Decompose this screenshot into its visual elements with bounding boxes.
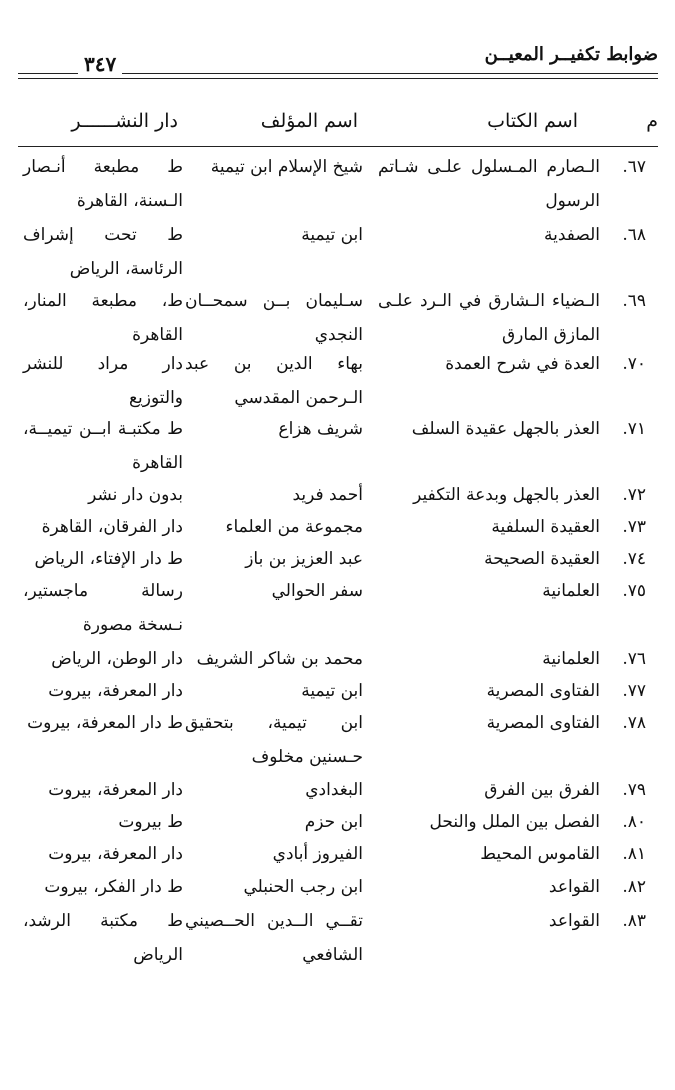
table-row xyxy=(18,773,658,805)
table-row xyxy=(18,870,658,904)
book-title: العلمانية xyxy=(542,581,600,601)
author-name: شريف هزاع xyxy=(278,419,363,439)
header-rule-stub xyxy=(18,73,78,79)
publisher: ط مكتبة الرشد، الرياض xyxy=(23,911,183,965)
author-name: الفيروز أبادي xyxy=(272,844,363,864)
column-header-author: اسم المؤلف xyxy=(260,110,358,132)
table-row xyxy=(18,412,658,478)
table-row xyxy=(18,574,658,642)
table-row xyxy=(18,837,658,870)
book-title: القواعد xyxy=(548,911,600,931)
author-name: بهاء الدين بن عبد الـرحمن المقدسي xyxy=(185,354,363,408)
row-number: ٧٢. xyxy=(622,485,646,505)
publisher: بدون دار نشر xyxy=(88,485,183,505)
publisher: دار الفرقان، القاهرة xyxy=(41,517,183,537)
publisher: دار المعرفة، بيروت xyxy=(48,681,183,701)
row-number: ٨٠. xyxy=(622,812,646,832)
author-name: ابن حزم xyxy=(304,812,363,832)
row-number: ٧٧. xyxy=(622,681,646,701)
publisher: ط بيروت xyxy=(118,812,183,832)
author-name: أحمد فريد xyxy=(292,485,363,505)
row-number: ٧٣. xyxy=(622,517,646,537)
publisher: دار الوطن، الرياض xyxy=(51,649,183,669)
book-title: الفتاوى المصرية xyxy=(486,681,600,701)
column-header-number: م xyxy=(646,110,658,132)
publisher: دار مراد للنشر والتوزيع xyxy=(23,354,183,408)
table-row xyxy=(18,284,658,347)
book-title: العقيدة السلفية xyxy=(491,517,600,537)
author-name: البغدادي xyxy=(305,780,363,800)
table-row xyxy=(18,218,658,284)
book-title: الفتاوى المصرية xyxy=(486,713,600,733)
running-title: ضوابط تكفيــر المعيــن xyxy=(484,44,658,65)
publisher: رسالة ماجستير، نـسخة مصورة xyxy=(23,581,183,635)
table-row xyxy=(18,706,658,773)
author-name: شيخ الإسلام ابن تيمية xyxy=(210,157,363,177)
author-name: عبد العزيز بن باز xyxy=(245,549,363,569)
column-header-publisher: دار النشــــــر xyxy=(71,110,178,132)
table-row xyxy=(18,642,658,674)
book-title: الفرق بين الفرق xyxy=(484,780,600,800)
author-name: مجموعة من العلماء xyxy=(225,517,363,537)
row-number: ٦٧. xyxy=(622,157,646,177)
row-number: ٧١. xyxy=(622,419,646,439)
table-row xyxy=(18,542,658,574)
publisher: ط تحت إشراف الرئاسة، الرياض xyxy=(23,225,183,279)
author-name: تقــي الــدين الحــصيني الشافعي xyxy=(185,911,363,965)
author-name: سفر الحوالي xyxy=(271,581,363,601)
table-row xyxy=(18,510,658,542)
bibliography-table xyxy=(18,150,658,972)
book-title: الـضياء الـشارق في الـرد علـى المازق المارق xyxy=(378,291,600,345)
book-title: العدة في شرح العمدة xyxy=(445,354,600,374)
publisher: دار المعرفة، بيروت xyxy=(48,780,183,800)
page-number: ٣٤٧ xyxy=(78,54,122,74)
publisher: ط دار الإفتاء، الرياض xyxy=(34,549,183,569)
row-number: ٦٩. xyxy=(622,291,646,311)
book-title: الفصل بين الملل والنحل xyxy=(429,812,600,832)
row-number: ٨٣. xyxy=(622,911,646,931)
book-title: العذر بالجهل وبدعة التكفير xyxy=(413,485,600,505)
row-number: ٧٤. xyxy=(622,549,646,569)
header-underline xyxy=(18,146,658,147)
table-header xyxy=(18,110,658,142)
row-number: ٨٢. xyxy=(622,877,646,897)
author-name: ابن تيمية xyxy=(301,225,363,245)
book-title: العقيدة الصحيحة xyxy=(484,549,600,569)
row-number: ٧٠. xyxy=(622,354,646,374)
table-row xyxy=(18,478,658,510)
book-title: القواعد xyxy=(548,877,600,897)
row-number: ٨١. xyxy=(622,844,646,864)
column-header-title: اسم الكتاب xyxy=(487,110,578,132)
author-name: ابن تيمية xyxy=(301,681,363,701)
page-header xyxy=(18,40,658,80)
author-name: ابن تيمية، بتحقيق حـسنين مخلوف xyxy=(185,713,363,767)
publisher: ط مكتبـة ابــن تيميــة، القاهرة xyxy=(23,419,183,473)
book-title: الـصارم المـسلول علـى شـاتم الرسول xyxy=(378,157,600,211)
table-row xyxy=(18,150,658,218)
table-row xyxy=(18,674,658,706)
book-title: العلمانية xyxy=(542,649,600,669)
row-number: ٦٨. xyxy=(622,225,646,245)
row-number: ٧٩. xyxy=(622,780,646,800)
publisher: ط دار الفكر، بيروت xyxy=(44,877,183,897)
table-row xyxy=(18,347,658,412)
book-title: القاموس المحيط xyxy=(480,844,600,864)
book-title: الصفدية xyxy=(543,225,600,245)
publisher: ط مطبعة أنـصار الـسنة، القاهرة xyxy=(23,157,183,211)
publisher: ط دار المعرفة، بيروت xyxy=(27,713,183,733)
author-name: سـليمان بــن سمحــان النجدي xyxy=(185,291,363,345)
table-row xyxy=(18,805,658,837)
author-name: ابن رجب الحنبلي xyxy=(243,877,363,897)
row-number: ٧٨. xyxy=(622,713,646,733)
author-name: محمد بن شاكر الشريف xyxy=(196,649,363,669)
table-row xyxy=(18,904,658,972)
publisher: دار المعرفة، بيروت xyxy=(48,844,183,864)
row-number: ٧٦. xyxy=(622,649,646,669)
publisher: ط، مطبعة المنار، القاهرة xyxy=(23,291,183,345)
row-number: ٧٥. xyxy=(622,581,646,601)
book-title: العذر بالجهل عقيدة السلف xyxy=(411,419,600,439)
